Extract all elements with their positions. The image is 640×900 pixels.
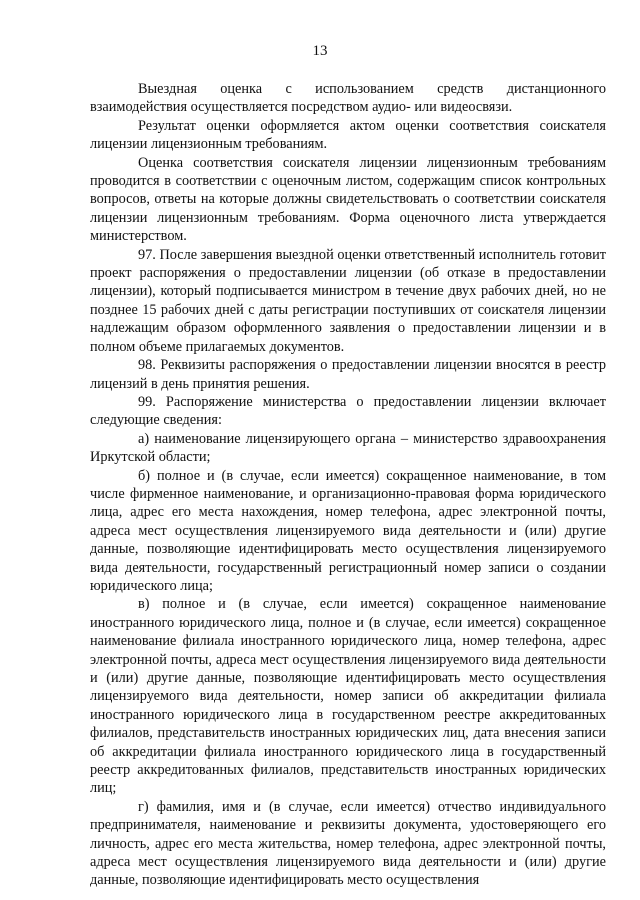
paragraph-subitem-b: б) полное и (в случае, если имеется) сокращенное наименование, в том числе фирменное наименование, и организационно-правовая форма юридического лица, адрес его места нахождения, номер телефона, адрес электронной почты, адреса мест осуществления лицензируемого вида деятельности и (или) другие данные, позволяющие идентифицировать место осуществления лицензируемого вида деятельности, государственный регистрационный номер записи о создании юридического лица;: [90, 467, 606, 594]
paragraph-assessment-result: Результат оценки оформляется актом оценки соответствия соискателя лицензии лицензионным требованиям.: [90, 117, 606, 153]
paragraph-evaluation-sheet: Оценка соответствия соискателя лицензии лицензионным требованиям проводится в соответствии с оценочным листом, содержащим список контрольных вопросов, ответы на которые должны свидетельствовать о соответствии соискателя лицензии лицензионным требованиям. Форма оценочного листа утверждается министерством.: [90, 154, 606, 245]
paragraph-item-97: 97. После завершения выездной оценки ответственный исполнитель готовит проект распоряжения о предоставлении лицензии (об отказе в предоставлении лицензии), который подписывается министром в течение двух рабочих дней, но не позднее 15 рабочих дней с даты регистрации поступивших от соискателя лицензии надлежащим образом оформленного заявления о предоставлении лицензии и в полном объеме прилагаемых документов.: [90, 246, 606, 355]
paragraph-subitem-g: г) фамилия, имя и (в случае, если имеется) отчество индивидуального предпринимателя, наименование и реквизиты документа, удостоверяющего его личность, адрес его места жительства, номер телефона, адрес электронной почты, адреса мест осуществления лицензируемого вида деятельности и (или) другие данные, позволяющие идентифицировать место осуществления: [90, 798, 606, 889]
paragraph-remote-assessment: Выездная оценка с использованием средств дистанционного взаимодействия осуществляется посредством аудио- или видеосвязи.: [90, 81, 606, 116]
page-number: 13: [312, 43, 328, 59]
document-body: [90, 80, 606, 890]
paragraph-item-98: 98. Реквизиты распоряжения о предоставлении лицензии вносятся в реестр лицензий в день принятия решения.: [90, 357, 606, 392]
paragraph-item-99: 99. Распоряжение министерства о предоставлении лицензии включает следующие сведения:: [90, 393, 606, 429]
paragraph-subitem-v: в) полное и (в случае, если имеется) сокращенное наименование иностранного юридического лица, полное и (в случае, если имеется) сокращенное наименование филиала иностранного юридического лица, номер телефона, адрес электронной почты, адреса мест осуществления лицензируемого вида деятельности и (или) другие данные, позволяющие идентифицировать место осуществления лицензируемого вида деятельности, номер записи об аккредитации филиала иностранного юридического лица в государственном реестре аккредитованных филиалов, представительств иностранных юридических лиц, дата внесения записи об аккредитации филиала иностранного юридического лица в государственный реестр аккредитованных филиалов, представительств иностранных юридических лиц;: [90, 596, 606, 797]
paragraph-subitem-a: а) наименование лицензирующего органа – министерство здравоохранения Иркутской области;: [90, 430, 606, 466]
